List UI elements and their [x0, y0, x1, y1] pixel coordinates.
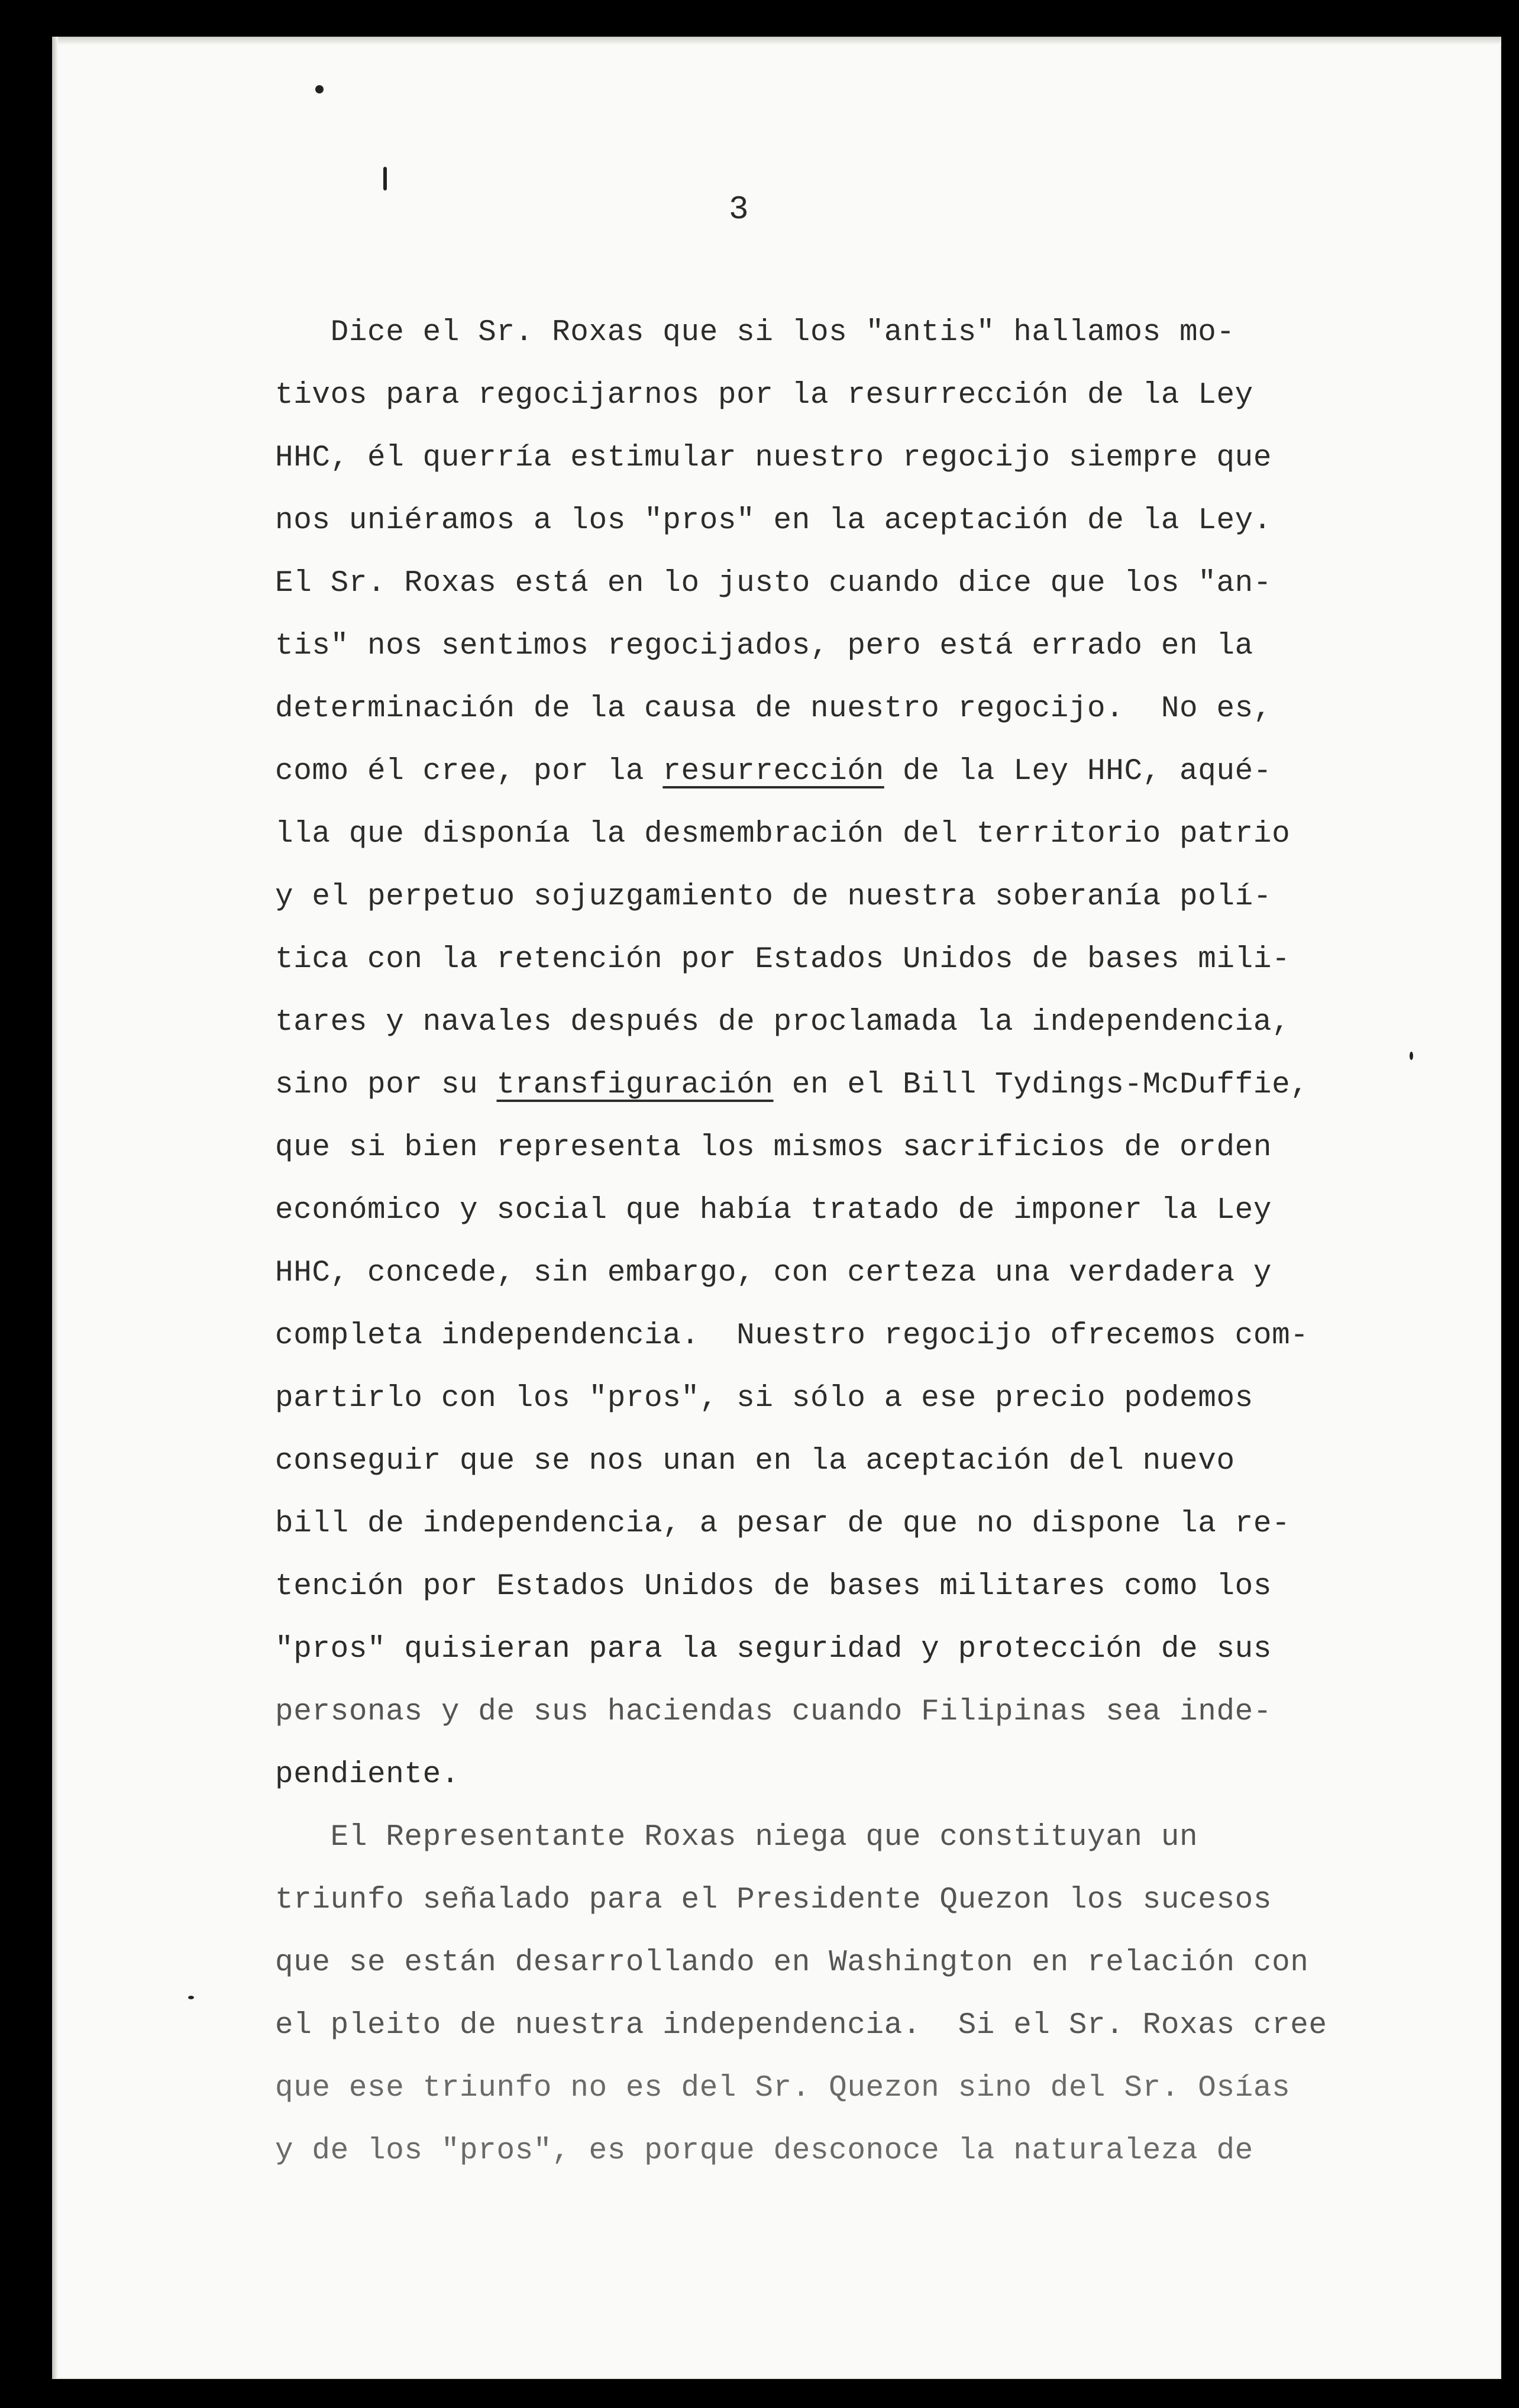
text-line: pendiente.: [275, 1758, 460, 1792]
text-segment: como él cree, por la: [275, 755, 663, 788]
text-line: tica con la retención por Estados Unidos de bases mili-: [275, 943, 1291, 977]
text-segment: de la Ley HHC, aqué-: [884, 755, 1272, 788]
text-line: que si bien representa los mismos sacrificios de orden: [275, 1131, 1272, 1165]
text-line: conseguir que se nos unan en la aceptación del nuevo: [275, 1444, 1235, 1478]
text-line: que ese triunfo no es del Sr. Quezon sino del Sr. Osías: [275, 2071, 1291, 2105]
text-line: tis" nos sentimos regocijados, pero está errado en la: [275, 629, 1253, 663]
text-line: y el perpetuo sojuzgamiento de nuestra soberanía polí-: [275, 880, 1272, 914]
text-line: tivos para regocijarnos por la resurrección de la Ley: [275, 379, 1253, 412]
text-line: partirlo con los "pros", si sólo a ese precio podemos: [275, 1382, 1253, 1415]
ink-speck: [383, 167, 387, 190]
ink-speck: [315, 85, 324, 93]
underlined-word: resurrección: [662, 755, 884, 788]
text-line: tares y navales después de proclamada la independencia,: [275, 1006, 1291, 1039]
text-line: determinación de la causa de nuestro regocijo. No es,: [275, 692, 1272, 726]
ink-speck: [1410, 1052, 1413, 1060]
page-top-edge: [52, 37, 1501, 45]
text-line: "pros" quisieran para la seguridad y protección de sus: [275, 1633, 1272, 1666]
ink-speck: [188, 1996, 194, 1999]
text-line: El Representante Roxas niega que constituyan un: [275, 1821, 1198, 1854]
text-line: [275, 741, 1340, 803]
text-line: lla que disponía la desmembración del territorio patrio: [275, 817, 1291, 851]
page-number: 3: [729, 190, 749, 228]
text-segment: en el Bill Tydings-McDuffie,: [773, 1068, 1309, 1102]
text-segment: sino por su: [275, 1068, 497, 1102]
underlined-word: transfiguración: [496, 1068, 774, 1102]
text-line: económico y social que había tratado de imponer la Ley: [275, 1194, 1272, 1227]
text-line: Dice el Sr. Roxas que si los "antis" hallamos mo-: [275, 316, 1235, 350]
text-line: y de los "pros", es porque desconoce la naturaleza de: [275, 2134, 1253, 2168]
text-line: completa independencia. Nuestro regocijo ofrecemos com-: [275, 1319, 1309, 1353]
text-line: que se están desarrollando en Washington en relación con: [275, 1946, 1309, 1980]
text-line: HHC, él querría estimular nuestro regocijo siempre que: [275, 441, 1272, 475]
text-line: bill de independencia, a pesar de que no dispone la re-: [275, 1507, 1291, 1541]
text-line: tención por Estados Unidos de bases militares como los: [275, 1570, 1272, 1604]
text-line: [275, 1054, 1340, 1117]
text-line: triunfo señalado para el Presidente Quezon los sucesos: [275, 1883, 1272, 1917]
text-line: El Sr. Roxas está en lo justo cuando dice que los "an-: [275, 567, 1272, 600]
text-line: nos uniéramos a los "pros" en la aceptación de la Ley.: [275, 504, 1272, 538]
page-left-edge: [52, 37, 58, 2379]
text-line: personas y de sus haciendas cuando Filipinas sea inde-: [275, 1695, 1272, 1729]
text-line: HHC, concede, sin embargo, con certeza una verdadera y: [275, 1256, 1272, 1290]
text-line: el pleito de nuestra independencia. Si el Sr. Roxas cree: [275, 2009, 1327, 2042]
